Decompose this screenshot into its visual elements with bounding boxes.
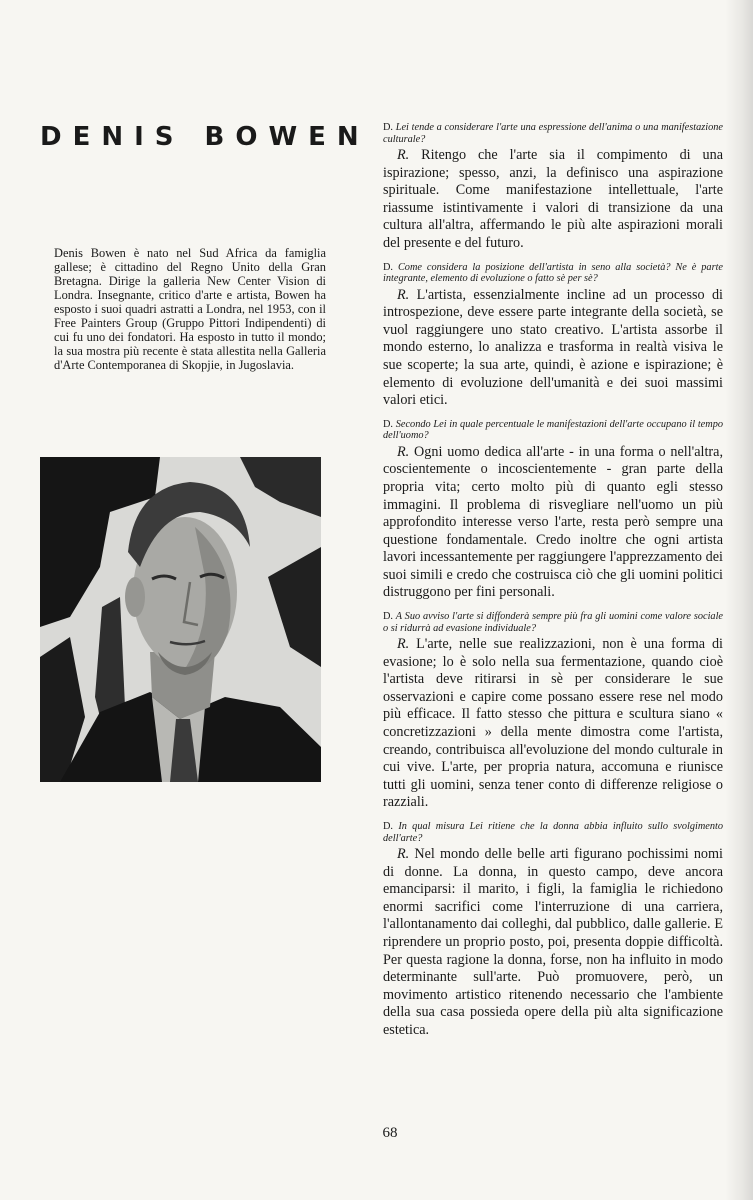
artist-biography: Denis Bowen è nato nel Sud Africa da famiglia gallese; è cittadino del Regno Unito della Gran Bretagna. Dirige la galleria New Center Vision di Londra. Insegnante, critico d'arte e artista, Bowen ha esposto i suoi quadri astratti a Londra, nel 1953, con il Free Painters Group (Gruppo Pittori Indipendenti) di cui fu uno dei fondatori. Ha esposto in tutto il mondo; la sua mostra più recente è stata allestita nella Galleria d'Arte Contemporanea di Skopjie, in Jugoslavia. [54, 246, 326, 372]
question-marker: D. [383, 261, 394, 273]
answer-2 [383, 287, 723, 410]
answer-text: Nel mondo delle belle arti figurano pochissimi nomi di donne. La donna, in questo campo, deve ancora emanciparsi: il marito, i figli, la famiglia le richiedono enormi sacrifici come l'interruzione di una carriera, l'allontanamento dai colleghi, dal pubblico, dalle gallerie. E riprendere un proprio posto, poi, presenta doppie difficoltà. Per questa ragione la donna, forse, non ha influito in modo determinante sull'arte. Può promuovere, però, un movimento artistico ritenendo necessario che l'ambiente della sua casa possieda opere della più alta significazione estetica. [383, 846, 723, 1038]
question-marker: D. [383, 821, 394, 832]
question-text: In qual misura Lei ritiene che la donna abbia influito sullo svolgimento dell'arte? [383, 821, 724, 844]
page-number: 68 [382, 1125, 398, 1141]
question-text: Lei tende a considerare l'arte una espressione dell'anima o una manifestazione culturale? [383, 122, 723, 145]
answer-text: Ritengo che l'arte sia il compimento di una ispirazione; spesso, anzi, la definisco una aspirazione spirituale. Come manifestazione intellettuale, l'arte riassume istintivamente i valori di transizione da una cultura all'altra, affermando le più alte aspirazioni morali del presente e del futuro. [383, 147, 723, 251]
interview-column [383, 122, 723, 1049]
question-text: A Suo avviso l'arte si diffonderà sempre più fra gli uomini come valore sociale o si ridurrà ad evasione individuale? [383, 611, 724, 634]
artist-portrait-photo [40, 457, 321, 782]
question-marker: D. [383, 418, 394, 430]
question-marker: D. [383, 611, 394, 623]
question-text: Come considera la posizione dell'artista in seno alla società? Ne è parte integrante, elemento di evoluzione o fatto sè per sè? [383, 261, 724, 285]
answer-1 [383, 147, 723, 253]
question-1 [383, 122, 723, 145]
answer-marker: R. [397, 147, 410, 163]
answer-4 [383, 636, 723, 812]
answer-marker: R. [397, 846, 410, 862]
answer-text: L'artista, essenzialmente incline ad un processo di introspezione, deve essere parte integrante della società, se vuol raggiungere uno stato creativo. L'artista assorbe il mondo esterno, lo analizza e trasforma in realtà visiva le sue scoperte; la sua arte, quindi, è azione e ispirazione; è elemento di evoluzione dell'umanità e dei suoi massimi valori etici. [383, 286, 724, 409]
page-title: DENIS BOWEN [40, 122, 370, 152]
answer-text: Ogni uomo dedica all'arte - in una forma o nell'altra, coscientemente o incoscientemente - gran parte della propria vita; certo molto più di quanto egli stesso immagini. Il problema di risvegliare nell'uomo un più approfondito interesse verso l'arte, resta però sempre una questione fondamentale. Credo inoltre che ogni artista lavori incessantemente per raggiungere l'apprezzamento dei suoi simili e credo che costruisca ciò che gli uomini politici distruggono per fini personali. [383, 443, 723, 601]
answer-marker: R. [397, 636, 410, 653]
answer-marker: R. [397, 286, 410, 303]
question-text: Secondo Lei in quale percentuale le manifestazioni dell'arte occupano il tempo dell'uomo? [383, 418, 723, 442]
question-5 [383, 821, 723, 844]
question-3 [383, 419, 723, 442]
question-2 [383, 262, 723, 285]
answer-text: L'arte, nelle sue realizzazioni, non è una forma di evasione; lo è solo nella sua fermentazione, quando cioè l'artista deve ritirarsi in sè per considerare le sue osservazioni e capire come possano essere rese nel modo più efficace. Il fatto stesso che pittura e scultura siano « concretizzazioni » della mente dimostra come l'artista, creando, contribuisca all'evoluzione del mondo culturale in cui vive. L'arte, per propria natura, accomuna e riunisce tutti gli uomini, senza tener conto di differenze religiose o razziali. [383, 636, 723, 811]
question-4 [383, 611, 723, 634]
page-edge-shadow [725, 0, 753, 1200]
answer-marker: R. [397, 443, 410, 460]
answer-3 [383, 444, 723, 602]
question-marker: D. [383, 122, 394, 133]
answer-5 [383, 846, 723, 1040]
